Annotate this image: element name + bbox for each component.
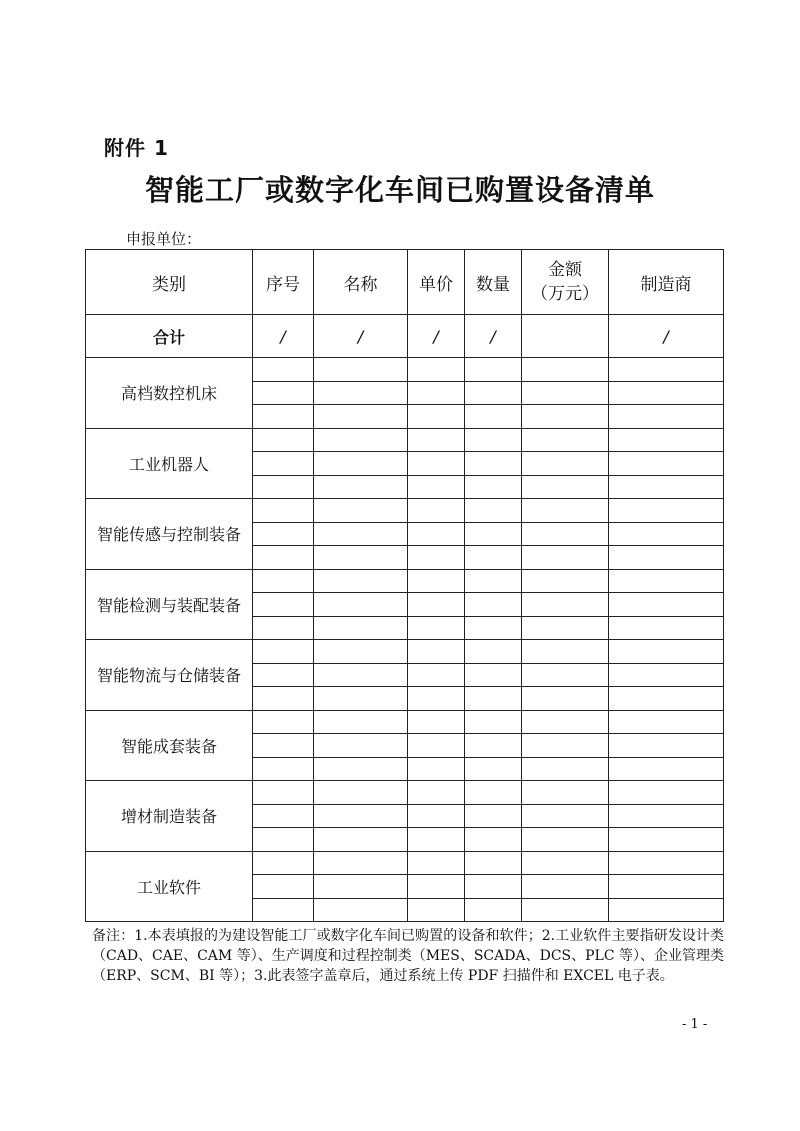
- amount-cell[interactable]: [522, 734, 609, 758]
- quantity-cell[interactable]: [465, 358, 522, 382]
- name-cell[interactable]: [314, 546, 408, 570]
- name-cell[interactable]: [314, 381, 408, 405]
- amount-cell[interactable]: [522, 358, 609, 382]
- seq-cell[interactable]: [253, 663, 314, 687]
- seq-cell[interactable]: [253, 522, 314, 546]
- quantity-cell[interactable]: [465, 593, 522, 617]
- amount-cell[interactable]: [522, 499, 609, 523]
- page-title: 智能工厂或数字化车间已购置设备清单: [144, 173, 655, 207]
- quantity-cell[interactable]: [465, 475, 522, 499]
- quantity-cell[interactable]: [465, 898, 522, 922]
- name-cell[interactable]: [314, 851, 408, 875]
- unit-price-cell[interactable]: [408, 781, 465, 805]
- table-row: [86, 851, 724, 875]
- unit-price-cell[interactable]: [408, 898, 465, 922]
- name-cell[interactable]: [314, 828, 408, 852]
- manufacturer-cell[interactable]: [609, 405, 724, 429]
- total-manufacturer: /: [609, 315, 724, 358]
- manufacturer-cell[interactable]: [609, 593, 724, 617]
- manufacturer-cell[interactable]: [609, 710, 724, 734]
- header-quantity: 数量: [465, 250, 522, 315]
- manufacturer-cell[interactable]: [609, 452, 724, 476]
- name-cell[interactable]: [314, 875, 408, 899]
- unit-price-cell[interactable]: [408, 546, 465, 570]
- amount-cell[interactable]: [522, 428, 609, 452]
- name-cell[interactable]: [314, 452, 408, 476]
- unit-price-cell[interactable]: [408, 687, 465, 711]
- seq-cell[interactable]: [253, 898, 314, 922]
- amount-cell[interactable]: [522, 593, 609, 617]
- unit-price-cell[interactable]: [408, 405, 465, 429]
- unit-price-cell[interactable]: [408, 569, 465, 593]
- seq-cell[interactable]: [253, 616, 314, 640]
- quantity-cell[interactable]: [465, 804, 522, 828]
- name-cell[interactable]: [314, 405, 408, 429]
- header-seq: 序号: [253, 250, 314, 315]
- quantity-cell[interactable]: [465, 851, 522, 875]
- name-cell[interactable]: [314, 475, 408, 499]
- manufacturer-cell[interactable]: [609, 475, 724, 499]
- amount-cell[interactable]: [522, 851, 609, 875]
- total-seq: /: [253, 315, 314, 358]
- amount-cell[interactable]: [522, 781, 609, 805]
- total-unit-price: /: [408, 315, 465, 358]
- manufacturer-cell[interactable]: [609, 616, 724, 640]
- quantity-cell[interactable]: [465, 687, 522, 711]
- category-label: 增材制造装备: [86, 781, 253, 852]
- name-cell[interactable]: [314, 734, 408, 758]
- amount-cell[interactable]: [522, 710, 609, 734]
- unit-price-cell[interactable]: [408, 710, 465, 734]
- table-row: [86, 569, 724, 593]
- name-cell[interactable]: [314, 781, 408, 805]
- seq-cell[interactable]: [253, 757, 314, 781]
- name-cell[interactable]: [314, 428, 408, 452]
- table-row: [86, 640, 724, 664]
- table-row: [86, 781, 724, 805]
- header-manufacturer: 制造商: [609, 250, 724, 315]
- category-label: 智能成套装备: [86, 710, 253, 781]
- quantity-cell[interactable]: [465, 522, 522, 546]
- amount-cell[interactable]: [522, 475, 609, 499]
- manufacturer-cell[interactable]: [609, 522, 724, 546]
- quantity-cell[interactable]: [465, 663, 522, 687]
- manufacturer-cell[interactable]: [609, 640, 724, 664]
- table-row: [86, 710, 724, 734]
- seq-cell[interactable]: [253, 475, 314, 499]
- manufacturer-cell[interactable]: [609, 898, 724, 922]
- quantity-cell[interactable]: [465, 428, 522, 452]
- seq-cell[interactable]: [253, 851, 314, 875]
- header-unit-price: 单价: [408, 250, 465, 315]
- quantity-cell[interactable]: [465, 405, 522, 429]
- quantity-cell[interactable]: [465, 710, 522, 734]
- manufacturer-cell[interactable]: [609, 757, 724, 781]
- seq-cell[interactable]: [253, 640, 314, 664]
- unit-price-cell[interactable]: [408, 452, 465, 476]
- total-amount-cell[interactable]: [522, 315, 609, 358]
- unit-price-cell[interactable]: [408, 804, 465, 828]
- seq-cell[interactable]: [253, 546, 314, 570]
- manufacturer-cell[interactable]: [609, 851, 724, 875]
- quantity-cell[interactable]: [465, 875, 522, 899]
- manufacturer-cell[interactable]: [609, 663, 724, 687]
- manufacturer-cell[interactable]: [609, 546, 724, 570]
- amount-cell[interactable]: [522, 804, 609, 828]
- amount-cell[interactable]: [522, 828, 609, 852]
- amount-cell[interactable]: [522, 616, 609, 640]
- header-amount-line1: 金额: [548, 260, 582, 280]
- seq-cell[interactable]: [253, 781, 314, 805]
- manufacturer-cell[interactable]: [609, 381, 724, 405]
- name-cell[interactable]: [314, 640, 408, 664]
- unit-price-cell[interactable]: [408, 499, 465, 523]
- name-cell[interactable]: [314, 804, 408, 828]
- quantity-cell[interactable]: [465, 452, 522, 476]
- amount-cell[interactable]: [522, 898, 609, 922]
- manufacturer-cell[interactable]: [609, 734, 724, 758]
- quantity-cell[interactable]: [465, 828, 522, 852]
- manufacturer-cell[interactable]: [609, 804, 724, 828]
- name-cell[interactable]: [314, 522, 408, 546]
- seq-cell[interactable]: [253, 499, 314, 523]
- amount-cell[interactable]: [522, 405, 609, 429]
- quantity-cell[interactable]: [465, 757, 522, 781]
- total-quantity: /: [465, 315, 522, 358]
- manufacturer-cell[interactable]: [609, 569, 724, 593]
- name-cell[interactable]: [314, 569, 408, 593]
- attachment-label: 附件 1: [104, 136, 169, 160]
- seq-cell[interactable]: [253, 593, 314, 617]
- unit-price-cell[interactable]: [408, 640, 465, 664]
- manufacturer-cell[interactable]: [609, 781, 724, 805]
- unit-price-cell[interactable]: [408, 757, 465, 781]
- unit-price-cell[interactable]: [408, 734, 465, 758]
- name-cell[interactable]: [314, 663, 408, 687]
- unit-price-cell[interactable]: [408, 593, 465, 617]
- seq-cell[interactable]: [253, 452, 314, 476]
- name-cell[interactable]: [314, 898, 408, 922]
- manufacturer-cell[interactable]: [609, 358, 724, 382]
- unit-price-cell[interactable]: [408, 522, 465, 546]
- amount-cell[interactable]: [522, 663, 609, 687]
- amount-cell[interactable]: [522, 875, 609, 899]
- name-cell[interactable]: [314, 499, 408, 523]
- seq-cell[interactable]: [253, 358, 314, 382]
- name-cell[interactable]: [314, 616, 408, 640]
- seq-cell[interactable]: [253, 381, 314, 405]
- total-name: /: [314, 315, 408, 358]
- quantity-cell[interactable]: [465, 569, 522, 593]
- unit-price-cell[interactable]: [408, 828, 465, 852]
- seq-cell[interactable]: [253, 734, 314, 758]
- name-cell[interactable]: [314, 757, 408, 781]
- manufacturer-cell[interactable]: [609, 428, 724, 452]
- table-row: [86, 358, 724, 382]
- amount-cell[interactable]: [522, 381, 609, 405]
- manufacturer-cell[interactable]: [609, 875, 724, 899]
- seq-cell[interactable]: [253, 405, 314, 429]
- unit-price-cell[interactable]: [408, 851, 465, 875]
- amount-cell[interactable]: [522, 452, 609, 476]
- unit-price-cell[interactable]: [408, 616, 465, 640]
- amount-cell[interactable]: [522, 569, 609, 593]
- category-label: 智能传感与控制装备: [86, 499, 253, 570]
- header-amount-line2: （万元）: [531, 284, 599, 304]
- manufacturer-cell[interactable]: [609, 687, 724, 711]
- seq-cell[interactable]: [253, 804, 314, 828]
- category-label: 工业软件: [86, 851, 253, 922]
- table-row: [86, 428, 724, 452]
- seq-cell[interactable]: [253, 828, 314, 852]
- name-cell[interactable]: [314, 710, 408, 734]
- quantity-cell[interactable]: [465, 781, 522, 805]
- amount-cell[interactable]: [522, 640, 609, 664]
- header-row: [86, 250, 724, 315]
- unit-price-cell[interactable]: [408, 381, 465, 405]
- manufacturer-cell[interactable]: [609, 828, 724, 852]
- quantity-cell[interactable]: [465, 499, 522, 523]
- unit-price-cell[interactable]: [408, 663, 465, 687]
- category-label: 智能检测与装配装备: [86, 569, 253, 640]
- amount-cell[interactable]: [522, 757, 609, 781]
- category-label: 工业机器人: [86, 428, 253, 499]
- total-label: 合计: [86, 315, 253, 358]
- quantity-cell[interactable]: [465, 734, 522, 758]
- header-amount: [522, 250, 609, 315]
- seq-cell[interactable]: [253, 687, 314, 711]
- name-cell[interactable]: [314, 358, 408, 382]
- header-name: 名称: [314, 250, 408, 315]
- unit-price-cell[interactable]: [408, 875, 465, 899]
- quantity-cell[interactable]: [465, 381, 522, 405]
- seq-cell[interactable]: [253, 875, 314, 899]
- name-cell[interactable]: [314, 593, 408, 617]
- page-number: - 1 -: [682, 1017, 708, 1032]
- quantity-cell[interactable]: [465, 616, 522, 640]
- amount-cell[interactable]: [522, 522, 609, 546]
- unit-price-cell[interactable]: [408, 428, 465, 452]
- quantity-cell[interactable]: [465, 546, 522, 570]
- equipment-table: [85, 249, 724, 922]
- unit-price-cell[interactable]: [408, 358, 465, 382]
- amount-cell[interactable]: [522, 546, 609, 570]
- total-row: [86, 315, 724, 358]
- unit-price-cell[interactable]: [408, 475, 465, 499]
- name-cell[interactable]: [314, 687, 408, 711]
- header-category: 类别: [86, 250, 253, 315]
- category-label: 高档数控机床: [86, 358, 253, 429]
- seq-cell[interactable]: [253, 710, 314, 734]
- table-row: [86, 499, 724, 523]
- amount-cell[interactable]: [522, 687, 609, 711]
- reporting-unit-label: 申报单位：: [126, 230, 202, 248]
- category-label: 智能物流与仓储装备: [86, 640, 253, 711]
- manufacturer-cell[interactable]: [609, 499, 724, 523]
- seq-cell[interactable]: [253, 428, 314, 452]
- seq-cell[interactable]: [253, 569, 314, 593]
- quantity-cell[interactable]: [465, 640, 522, 664]
- notes: 备注：1.本表填报的为建设智能工厂或数字化车间已购置的设备和软件；2.工业软件主要指研发设计类（CAD、CAE、CAM 等）、生产调度和过程控制类（MES、SCADA、DCS、PLC 等）、企业管理类（ERP、SCM、BI 等）；3.此表签字盖章后，通过系统上传 PDF 扫描件和 EXCEL 电子表。: [92, 928, 724, 984]
